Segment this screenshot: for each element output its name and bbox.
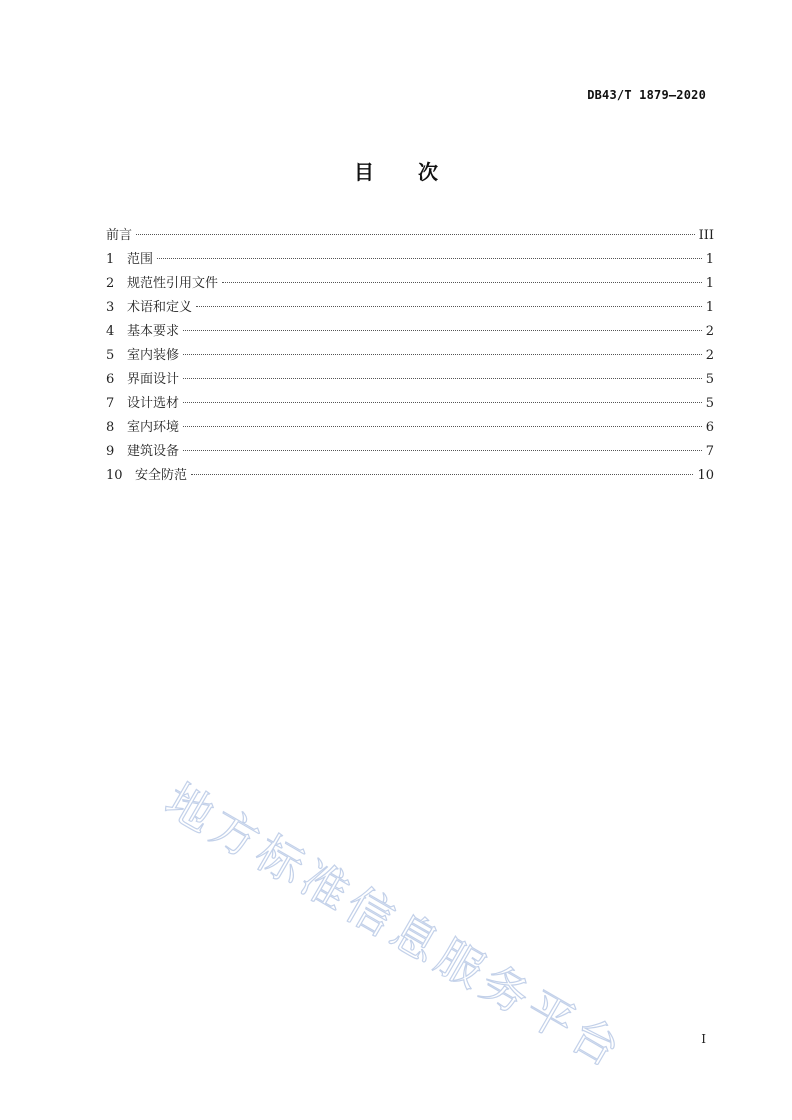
toc-title xyxy=(0,156,792,185)
toc-entry-page: III xyxy=(698,228,714,243)
toc-leader xyxy=(183,354,702,355)
toc-entry-label: 安全防范 xyxy=(135,468,188,483)
toc-entry-label: 基本要求 xyxy=(127,324,180,339)
toc-entry-number: 4 xyxy=(106,324,115,339)
toc-entry-1[interactable] xyxy=(106,248,714,272)
toc-entry-label: 设计选材 xyxy=(127,396,180,411)
toc-leader xyxy=(191,474,693,475)
table-of-contents xyxy=(106,224,714,488)
toc-entry-foreword[interactable] xyxy=(106,224,714,248)
toc-entry-5[interactable] xyxy=(106,344,714,368)
toc-leader xyxy=(222,282,702,283)
toc-entry-6[interactable] xyxy=(106,368,714,392)
toc-entry-label: 范围 xyxy=(127,252,154,267)
toc-entry-page: 10 xyxy=(697,468,714,483)
toc-entry-number: 7 xyxy=(106,396,115,411)
toc-entry-page: 5 xyxy=(705,396,714,411)
toc-title-part-2: 次 xyxy=(418,160,438,184)
toc-entry-4[interactable] xyxy=(106,320,714,344)
toc-entry-8[interactable] xyxy=(106,416,714,440)
toc-entry-number: 3 xyxy=(106,300,115,315)
toc-leader xyxy=(183,402,702,403)
toc-entry-page: 1 xyxy=(705,300,714,315)
page-number: I xyxy=(701,1032,706,1046)
toc-entry-label: 界面设计 xyxy=(127,372,180,387)
toc-leader xyxy=(157,258,702,259)
toc-entry-page: 1 xyxy=(705,252,714,267)
toc-entry-page: 5 xyxy=(705,372,714,387)
toc-title-part-1: 目 xyxy=(354,160,374,184)
toc-leader xyxy=(183,426,702,427)
toc-entry-number: 9 xyxy=(106,444,115,459)
toc-entry-7[interactable] xyxy=(106,392,714,416)
toc-entry-page: 2 xyxy=(705,348,714,363)
toc-leader xyxy=(183,450,702,451)
toc-leader xyxy=(183,378,702,379)
toc-entry-number: 8 xyxy=(106,420,115,435)
toc-entry-number: 6 xyxy=(106,372,115,387)
toc-entry-page: 1 xyxy=(705,276,714,291)
toc-entry-3[interactable] xyxy=(106,296,714,320)
toc-entry-label: 室内环境 xyxy=(127,420,180,435)
toc-entry-label: 术语和定义 xyxy=(127,300,193,315)
toc-leader xyxy=(136,234,695,235)
toc-entry-2[interactable] xyxy=(106,272,714,296)
document-code: DB43/T 1879—2020 xyxy=(587,88,706,102)
toc-entry-number: 10 xyxy=(106,468,123,483)
toc-leader xyxy=(183,330,702,331)
toc-entry-label: 前言 xyxy=(106,228,133,243)
toc-entry-page: 7 xyxy=(705,444,714,459)
toc-entry-number: 1 xyxy=(106,252,115,267)
toc-entry-number: 5 xyxy=(106,348,115,363)
toc-entry-label: 规范性引用文件 xyxy=(127,276,219,291)
toc-entry-label: 室内装修 xyxy=(127,348,180,363)
toc-entry-9[interactable] xyxy=(106,440,714,464)
toc-entry-number: 2 xyxy=(106,276,115,291)
toc-leader xyxy=(196,306,702,307)
toc-entry-label: 建筑设备 xyxy=(127,444,180,459)
toc-entry-10[interactable] xyxy=(106,464,714,488)
watermark: 地方标准信息服务平台 xyxy=(156,772,634,1080)
toc-entry-page: 6 xyxy=(705,420,714,435)
toc-entry-page: 2 xyxy=(705,324,714,339)
